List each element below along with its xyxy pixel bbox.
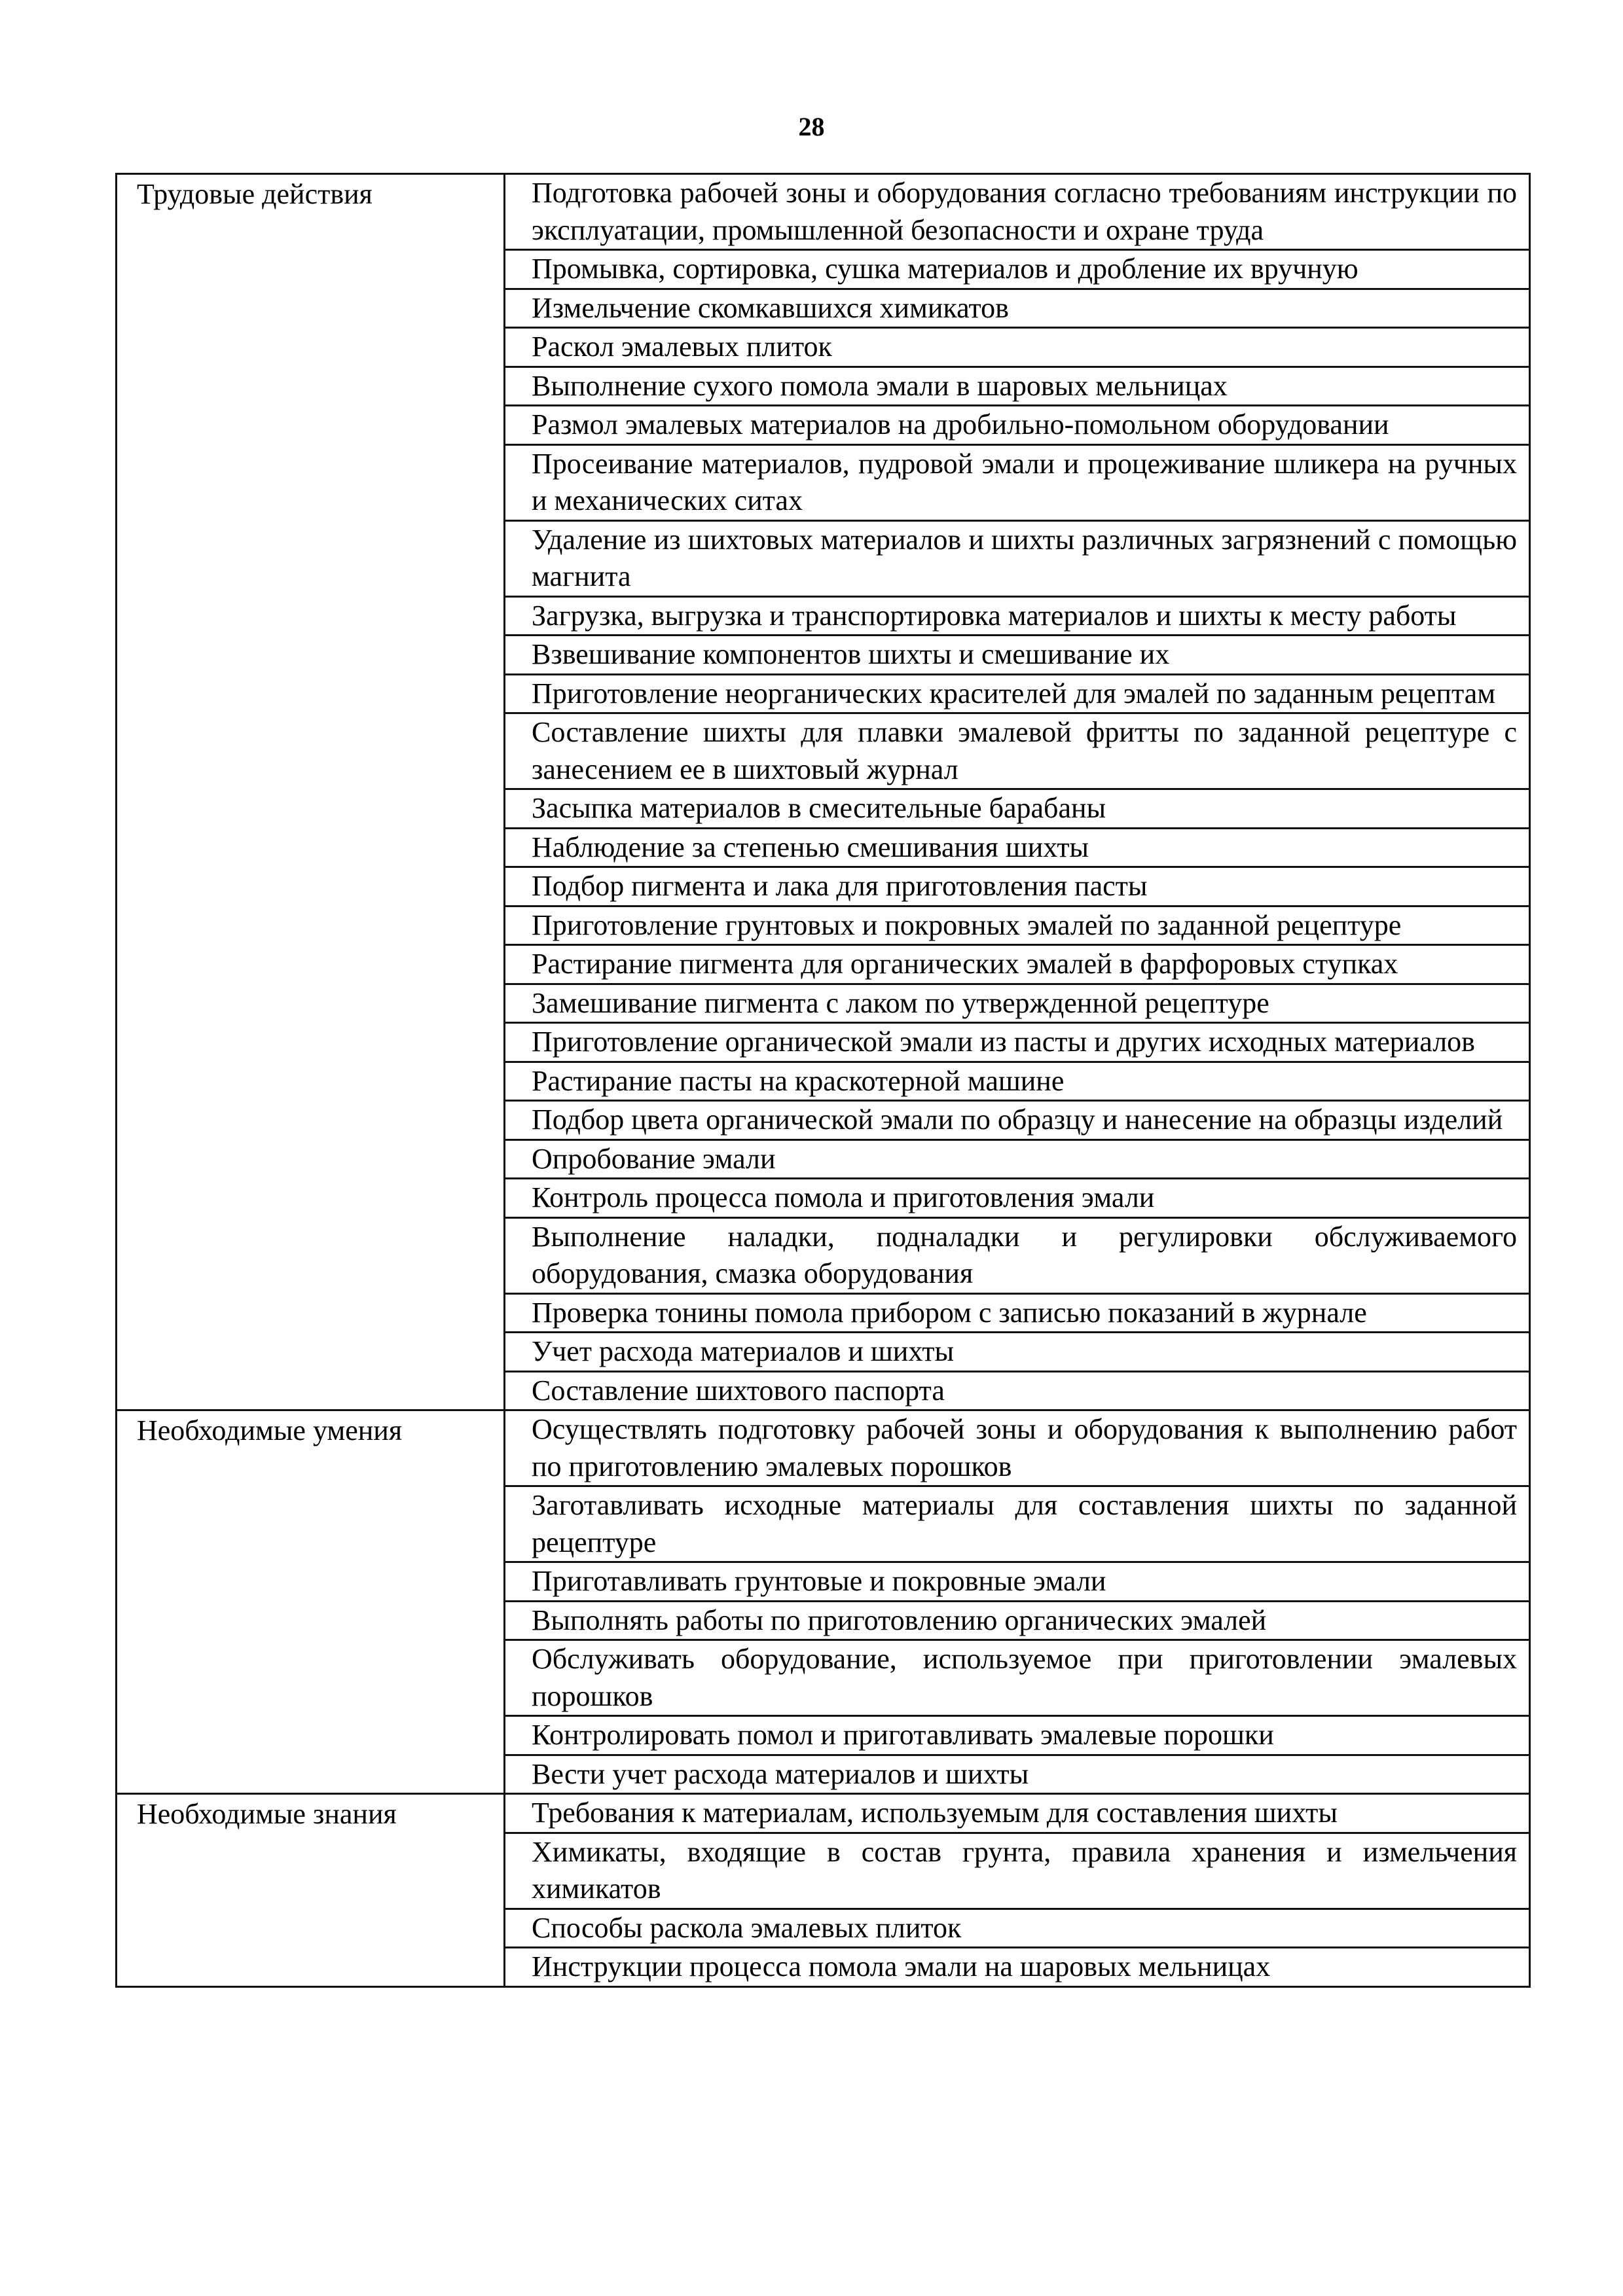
section-item: Подбор цвета органической эмали по образцу и нанесение на образцы изделий	[505, 1101, 1530, 1140]
section-title: Необходимые знания	[117, 1794, 505, 1987]
section-item: Способы раскола эмалевых плиток	[505, 1909, 1530, 1948]
section-item: Загрузка, выгрузка и транспортировка материалов и шихты к месту работы	[505, 596, 1530, 636]
section-item: Обслуживать оборудование, используемое при приготовлении эмалевых порошков	[505, 1640, 1530, 1716]
requirements-table	[115, 173, 1531, 1988]
section-item: Подготовка рабочей зоны и оборудования согласно требованиям инструкции по эксплуатации, промышленной безопасности и охране труда	[505, 174, 1530, 250]
table-row	[117, 1410, 1530, 1486]
section-item: Вести учет расхода материалов и шихты	[505, 1755, 1530, 1794]
section-title: Необходимые умения	[117, 1410, 505, 1794]
table-row	[117, 174, 1530, 250]
section-item: Взвешивание компонентов шихты и смешивание их	[505, 636, 1530, 675]
section-item: Подбор пигмента и лака для приготовления пасты	[505, 867, 1530, 906]
section-item: Засыпка материалов в смесительные барабаны	[505, 789, 1530, 829]
section-item: Составление шихтового паспорта	[505, 1371, 1530, 1410]
section-item: Контроль процесса помола и приготовления эмали	[505, 1179, 1530, 1218]
section-item: Заготавливать исходные материалы для составления шихты по заданной рецептуре	[505, 1486, 1530, 1562]
section-item: Осуществлять подготовку рабочей зоны и оборудования к выполнению работ по приготовлению эмалевых порошков	[505, 1410, 1530, 1486]
section-item: Замешивание пигмента с лаком по утвержденной рецептуре	[505, 984, 1530, 1023]
section-item: Размол эмалевых материалов на дробильно-помольном оборудовании	[505, 406, 1530, 445]
section-item: Растирание пасты на краскотерной машине	[505, 1062, 1530, 1101]
section-item: Измельчение скомкавшихся химикатов	[505, 289, 1530, 328]
section-item: Промывка, сортировка, сушка материалов и дробление их вручную	[505, 250, 1530, 289]
requirements-table-body	[117, 174, 1530, 1987]
section-item: Химикаты, входящие в состав грунта, правила хранения и измельчения химикатов	[505, 1833, 1530, 1909]
section-item: Инструкции процесса помола эмали на шаровых мельницах	[505, 1948, 1530, 1987]
section-item: Составление шихты для плавки эмалевой фритты по заданной рецептуре с занесением ее в шихтовый журнал	[505, 713, 1530, 789]
section-item: Требования к материалам, используемым для составления шихты	[505, 1794, 1530, 1833]
section-item: Опробование эмали	[505, 1139, 1530, 1179]
section-item: Приготавливать грунтовые и покровные эмали	[505, 1562, 1530, 1602]
section-item: Выполнение наладки, подналадки и регулировки обслуживаемого оборудования, смазка оборудования	[505, 1217, 1530, 1293]
table-row	[117, 1794, 1530, 1833]
page-number: 28	[798, 112, 825, 141]
section-item: Приготовление неорганических красителей для эмалей по заданным рецептам	[505, 674, 1530, 713]
section-item: Выполнение сухого помола эмали в шаровых мельницах	[505, 367, 1530, 406]
section-item: Просеивание материалов, пудровой эмали и процеживание шликера на ручных и механических ситах	[505, 444, 1530, 520]
section-item: Наблюдение за степенью смешивания шихты	[505, 828, 1530, 867]
section-item: Растирание пигмента для органических эмалей в фарфоровых ступках	[505, 945, 1530, 984]
section-item: Приготовление грунтовых и покровных эмалей по заданной рецептуре	[505, 906, 1530, 945]
section-item: Приготовление органической эмали из пасты и других исходных материалов	[505, 1023, 1530, 1062]
section-item: Раскол эмалевых плиток	[505, 328, 1530, 367]
section-item: Учет расхода материалов и шихты	[505, 1333, 1530, 1372]
section-item: Выполнять работы по приготовлению органических эмалей	[505, 1601, 1530, 1640]
section-item: Контролировать помол и приготавливать эмалевые порошки	[505, 1716, 1530, 1755]
section-item: Удаление из шихтовых материалов и шихты различных загрязнений с помощью магнита	[505, 520, 1530, 596]
section-title: Трудовые действия	[117, 174, 505, 1410]
section-item: Проверка тонины помола прибором с записью показаний в журнале	[505, 1293, 1530, 1333]
